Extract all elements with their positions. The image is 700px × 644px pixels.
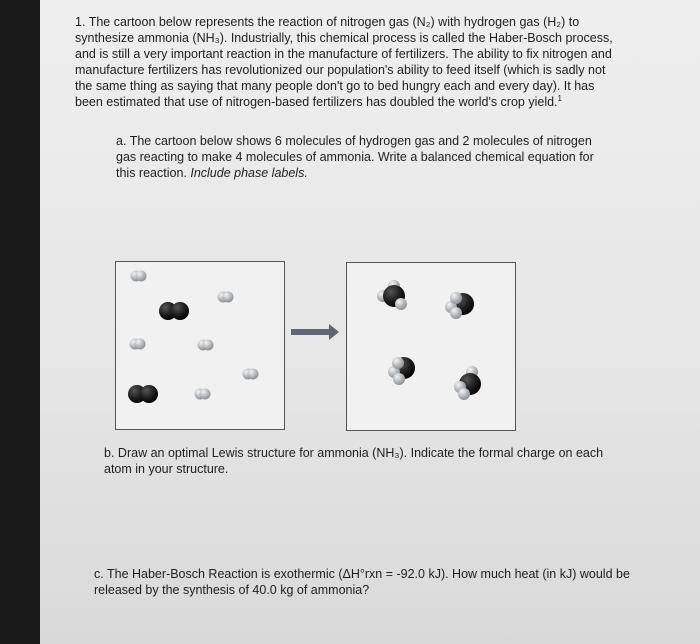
hydrogen-atom [248,369,259,380]
part-a-text: The cartoon below shows 6 molecules of hydrogen gas and 2 molecules of nitrogen gas reacting to make 4 molecules of ammonia. Write a balanced chemical equation for this reaction. [116,134,594,180]
hydrogen-atom [223,292,234,303]
hydrogen-atom [393,373,405,385]
hydrogen-atom [203,340,214,351]
part-a-italic-note: Include phase labels. [190,166,308,180]
question-intro: The cartoon below represents the reaction of nitrogen gas (N₂) with hydrogen gas (H₂) to synthesize ammonia (NH₃). Industrially, this chemical process is called the Haber-Bosch process, and is still a very important reaction in the manufacture of fertilizers. The ability to fix nitrogen and manufacture fertilizers has revolutionized our population's ability to feed itself (which is sadly not the same thing as saying that many people don't go to bed hungry each and every day). It has been estimated that use of nitrogen-based fertilizers has doubled the world's crop yield. [75,15,613,109]
hydrogen-atom [450,292,462,304]
hydrogen-atom [395,298,407,310]
part-b-text: Draw an optimal Lewis structure for ammonia (NH₃). Indicate the formal charge on each atom in your structure. [104,446,604,476]
h2-molecule [198,340,214,351]
part-b [104,445,604,477]
footnote-marker: 1 [557,93,562,103]
h2-molecule [130,339,146,350]
part-c-text: The Haber-Bosch Reaction is exothermic (ΔH°rxn = -92.0 kJ). How much heat (in kJ) would be released by the synthesis of 40.0 kg of ammonia? [94,567,630,597]
part-b-label: b. [104,446,115,460]
h2-molecule [243,369,259,380]
h2-molecule [195,389,211,400]
hydrogen-atom [135,339,146,350]
nh3-molecule [454,366,481,400]
nh3-molecule [445,292,474,319]
h2-molecule [131,271,147,282]
h2-molecule [218,292,234,303]
hydrogen-atom [450,307,462,319]
nitrogen-atom [140,385,158,403]
reaction-arrow [291,324,339,340]
part-c [94,566,634,598]
nitrogen-atom [171,302,189,320]
hydrogen-atom [458,388,470,400]
n2-molecule [159,302,189,320]
question-number: 1. [75,15,86,29]
hydrogen-atom [392,357,404,369]
nh3-molecule [377,280,407,310]
part-a-label: a. [116,134,127,148]
hydrogen-atom [200,389,211,400]
hydrogen-atom [136,271,147,282]
part-c-label: c. [94,567,104,581]
n2-molecule [128,385,158,403]
nh3-molecule [388,357,415,385]
